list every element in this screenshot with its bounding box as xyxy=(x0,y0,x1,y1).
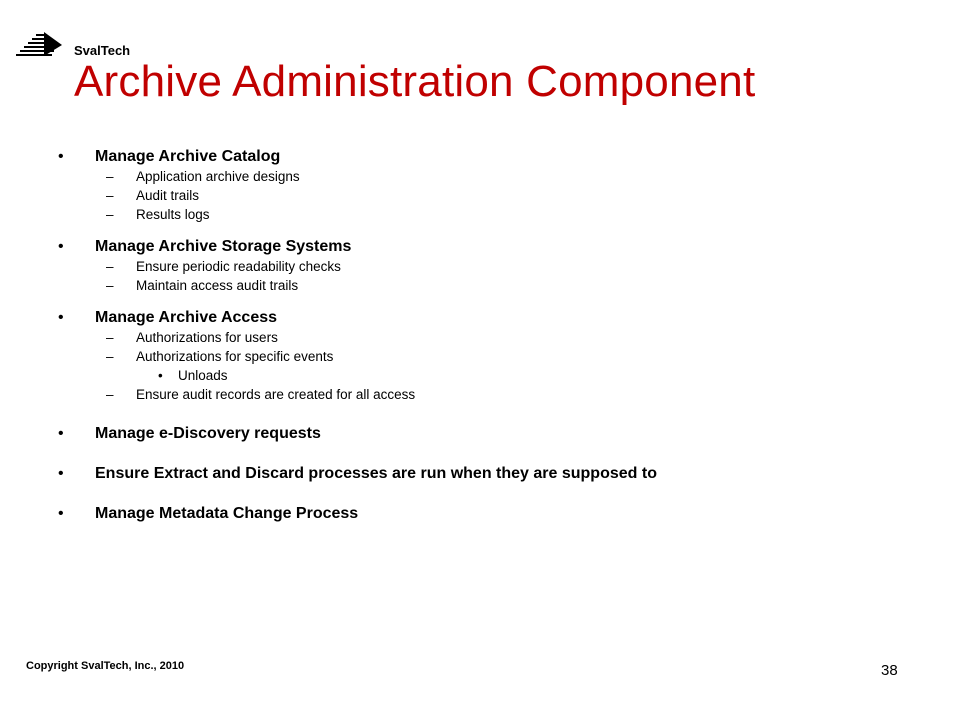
sub-item xyxy=(58,257,918,276)
copyright-notice: Copyright SvalTech, Inc., 2010 xyxy=(26,660,185,672)
bullet-item xyxy=(58,463,918,484)
sub-sub-item-label: Unloads xyxy=(178,368,228,383)
bullet-item xyxy=(58,423,918,444)
bullet-glyph: • xyxy=(58,309,64,326)
bullet-glyph: • xyxy=(58,465,64,482)
bullet-label: Manage Metadata Change Process xyxy=(95,505,359,522)
bullet-glyph: • xyxy=(58,425,64,442)
dash-glyph: – xyxy=(106,349,114,364)
sub-item-label: Ensure audit records are created for all access xyxy=(136,387,416,402)
sub-item xyxy=(58,385,918,404)
bullet-glyph: • xyxy=(158,368,163,383)
bullet-item xyxy=(58,503,918,524)
stacked-arrow-logo-icon xyxy=(16,32,62,56)
dash-glyph: – xyxy=(106,188,114,203)
sub-item xyxy=(58,347,918,366)
bullet-glyph: • xyxy=(58,148,64,165)
slide-content xyxy=(58,146,918,524)
bullet-label: Manage Archive Access xyxy=(95,309,278,326)
dash-glyph: – xyxy=(106,330,114,345)
sub-item-label: Audit trails xyxy=(136,188,200,203)
dash-glyph: – xyxy=(106,169,114,184)
sub-sub-item xyxy=(58,366,918,385)
sub-item xyxy=(58,205,918,224)
bullet-glyph: • xyxy=(58,238,64,255)
slide-title: Archive Administration Component xyxy=(74,57,756,106)
dash-glyph: – xyxy=(106,278,114,293)
sub-item-label: Maintain access audit trails xyxy=(136,278,299,293)
dash-glyph: – xyxy=(106,387,114,402)
dash-glyph: – xyxy=(106,207,114,222)
bullet-item xyxy=(58,307,918,328)
brand-name: SvalTech xyxy=(74,43,131,58)
sub-item-label: Authorizations for users xyxy=(136,330,278,345)
bullet-item xyxy=(58,236,918,257)
sub-item xyxy=(58,186,918,205)
dash-glyph: – xyxy=(106,259,114,274)
page-number: 38 xyxy=(881,662,898,679)
sub-item xyxy=(58,276,918,295)
sub-item-label: Ensure periodic readability checks xyxy=(136,259,341,274)
bullet-label: Ensure Extract and Discard processes are run when they are supposed to xyxy=(95,465,657,482)
bullet-label: Manage e-Discovery requests xyxy=(95,425,321,442)
sub-item-label: Results logs xyxy=(136,207,210,222)
sub-item xyxy=(58,167,918,186)
bullet-glyph: • xyxy=(58,505,64,522)
bullet-label: Manage Archive Storage Systems xyxy=(95,238,352,255)
sub-item-label: Application archive designs xyxy=(136,169,300,184)
bullet-item xyxy=(58,146,918,167)
sub-item xyxy=(58,328,918,347)
sub-item-label: Authorizations for specific events xyxy=(136,349,334,364)
bullet-label: Manage Archive Catalog xyxy=(95,148,281,165)
